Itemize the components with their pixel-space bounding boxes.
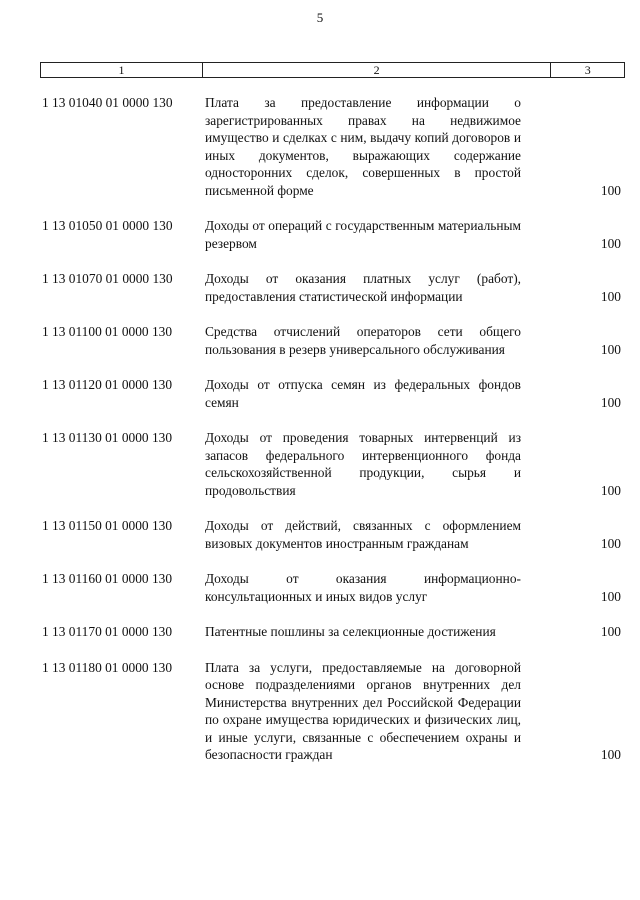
row-description: Доходы от операций с государственным материальным резервом xyxy=(205,218,521,251)
row-code: 1 13 01170 01 0000 130 xyxy=(42,624,173,639)
income-code-list xyxy=(42,94,627,782)
table-row xyxy=(42,570,627,605)
table-row xyxy=(42,94,627,199)
row-description: Доходы от проведения товарных интервенций из запасов федерального интервенционного фонда сельскохозяйственной продукции, сырья и продовольствия xyxy=(205,430,521,498)
row-description: Доходы от отпуска семян из федеральных фондов семян xyxy=(205,377,521,410)
row-code: 1 13 01130 01 0000 130 xyxy=(42,430,173,445)
row-value: 100 xyxy=(600,235,621,251)
table-row xyxy=(42,376,627,411)
column-header-1: 1 xyxy=(41,63,203,78)
row-code: 1 13 01160 01 0000 130 xyxy=(42,571,173,586)
row-description: Средства отчислений операторов сети общего пользования в резерв универсального обслуживания xyxy=(205,324,521,357)
row-code: 1 13 01100 01 0000 130 xyxy=(42,324,173,339)
row-value: 100 xyxy=(600,588,621,604)
row-description: Доходы от оказания информационно-консультационных и иных видов услуг xyxy=(205,571,521,604)
row-code: 1 13 01150 01 0000 130 xyxy=(42,518,173,533)
column-header-table xyxy=(40,62,625,78)
table-row xyxy=(42,659,627,764)
row-value: 100 xyxy=(600,182,621,198)
row-code: 1 13 01040 01 0000 130 xyxy=(42,95,173,110)
row-description: Плата за услуги, предоставляемые на договорной основе подразделениями органов внутренних дел Министерства внутренних дел Российской Федерации по охране имущества юридических и физических лиц, и иные услуги, связанные с обеспечением охраны и безопасности граждан xyxy=(205,659,521,762)
row-value: 100 xyxy=(600,394,621,410)
row-code: 1 13 01180 01 0000 130 xyxy=(42,659,173,675)
table-row xyxy=(42,429,627,499)
row-description: Доходы от действий, связанных с оформлением визовых документов иностранным гражданам xyxy=(205,518,521,551)
row-value: 100 xyxy=(600,288,621,304)
row-value: 100 xyxy=(600,747,621,762)
table-row xyxy=(42,270,627,305)
row-value: 100 xyxy=(600,341,621,357)
row-code: 1 13 01050 01 0000 130 xyxy=(42,218,173,233)
column-header-2: 2 xyxy=(202,63,551,78)
row-value: 100 xyxy=(600,624,621,639)
table-row xyxy=(42,623,627,641)
row-description: Патентные пошлины за селекционные достижения xyxy=(205,624,496,639)
row-code: 1 13 01120 01 0000 130 xyxy=(42,377,173,392)
table-row xyxy=(42,517,627,552)
page-number: 5 xyxy=(316,10,324,25)
row-value: 100 xyxy=(600,482,621,498)
table-row xyxy=(42,323,627,358)
row-description: Доходы от оказания платных услуг (работ), предоставления статистической информации xyxy=(205,271,521,304)
row-value: 100 xyxy=(600,535,621,551)
column-header-3: 3 xyxy=(551,63,625,78)
row-code: 1 13 01070 01 0000 130 xyxy=(42,271,173,286)
table-row xyxy=(42,217,627,252)
row-description: Плата за предоставление информации о зарегистрированных правах на недвижимое имущество и сделках с ним, выдачу копий договоров и иных документов, выражающих содержание односторонних сделок, совершенных в простой письменной форме xyxy=(205,95,521,198)
